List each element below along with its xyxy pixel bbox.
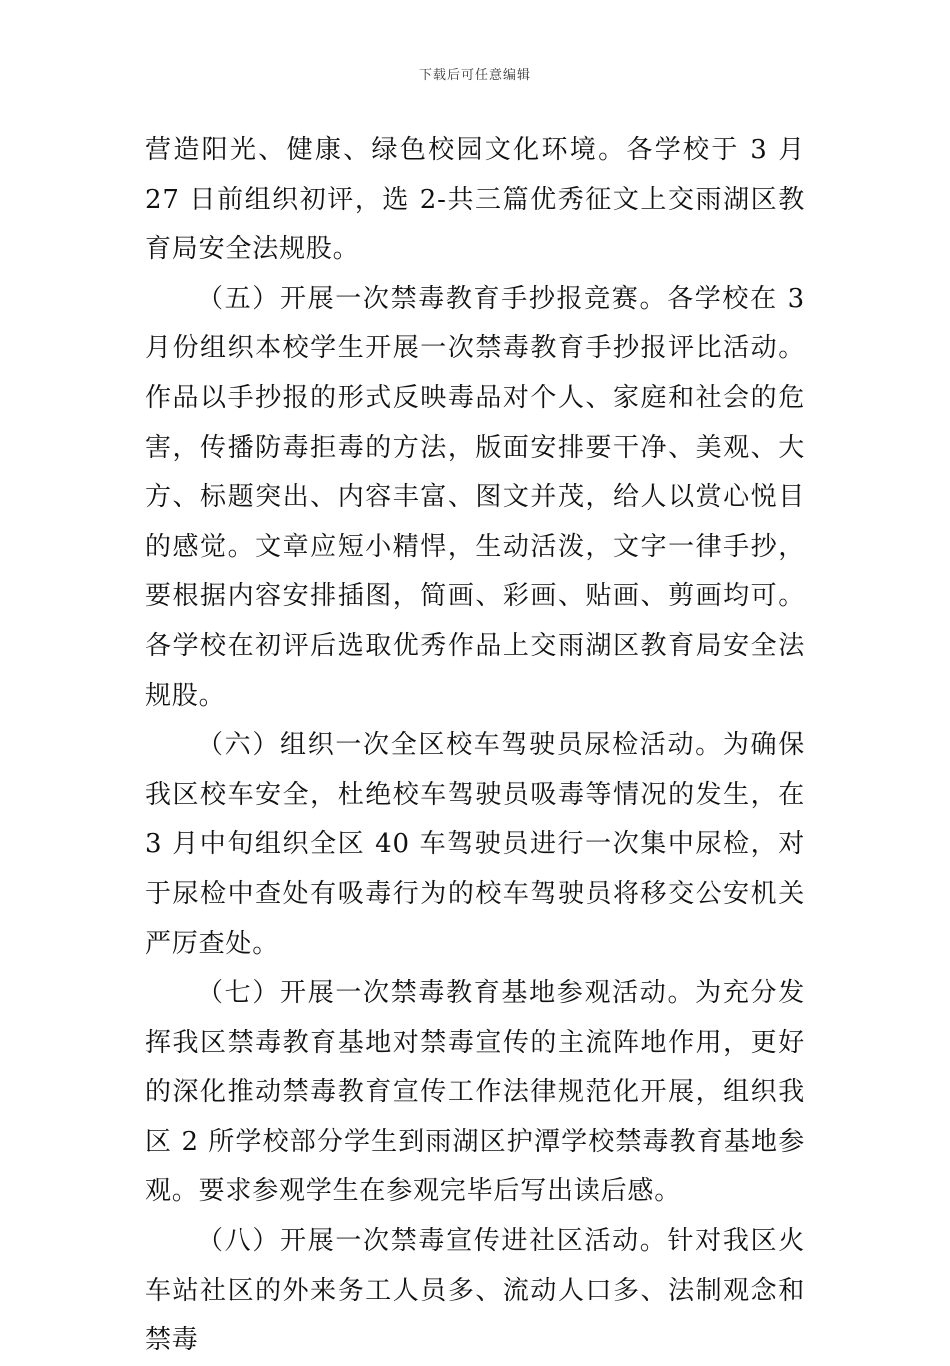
paragraph-section-7: （七）开展一次禁毒教育基地参观活动。为充分发挥我区禁毒教育基地对禁毒宣传的主流阵地作用，更好的深化推动禁毒教育宣传工作法律规范化开展，组织我区 2 所学校部分学生到雨湖区护潭学校禁毒教育基地参观。要求参观学生在参观完毕后写出读后感。 [145,978,805,1207]
page-header: 下载后可任意编辑 [418,68,531,83]
paragraph-section-6: （六）组织一次全区校车驾驶员尿检活动。为确保我区校车安全，杜绝校车驾驶员吸毒等情况的发生，在 3 月中旬组织全区 40 车驾驶员进行一次集中尿检，对于尿检中查处有吸毒行为的校车驾驶员将移交公安机关严厉查处。 [145,730,805,959]
paragraph-continuation: 营造阳光、健康、绿色校园文化环境。各学校于 3 月 27 日前组织初评，选 2-共三篇优秀征文上交雨湖区教育局安全法规股。 [145,135,805,265]
document-body [145,126,805,1366]
paragraph-section-5: （五）开展一次禁毒教育手抄报竞赛。各学校在 3 月份组织本校学生开展一次禁毒教育手抄报评比活动。作品以手抄报的形式反映毒品对个人、家庭和社会的危害，传播防毒拒毒的方法，版面安排要干净、美观、大方、标题突出、内容丰富、图文并茂，给人以赏心悦目的感觉。文章应短小精悍，生动活泼，文字一律手抄，要根据内容安排插图，简画、彩画、贴画、剪画均可。各学校在初评后选取优秀作品上交雨湖区教育局安全法规股。 [145,283,805,711]
paragraph-section-8: （八）开展一次禁毒宣传进社区活动。针对我区火车站社区的外来务工人员多、流动人口多、法制观念和禁毒 [145,1226,805,1356]
